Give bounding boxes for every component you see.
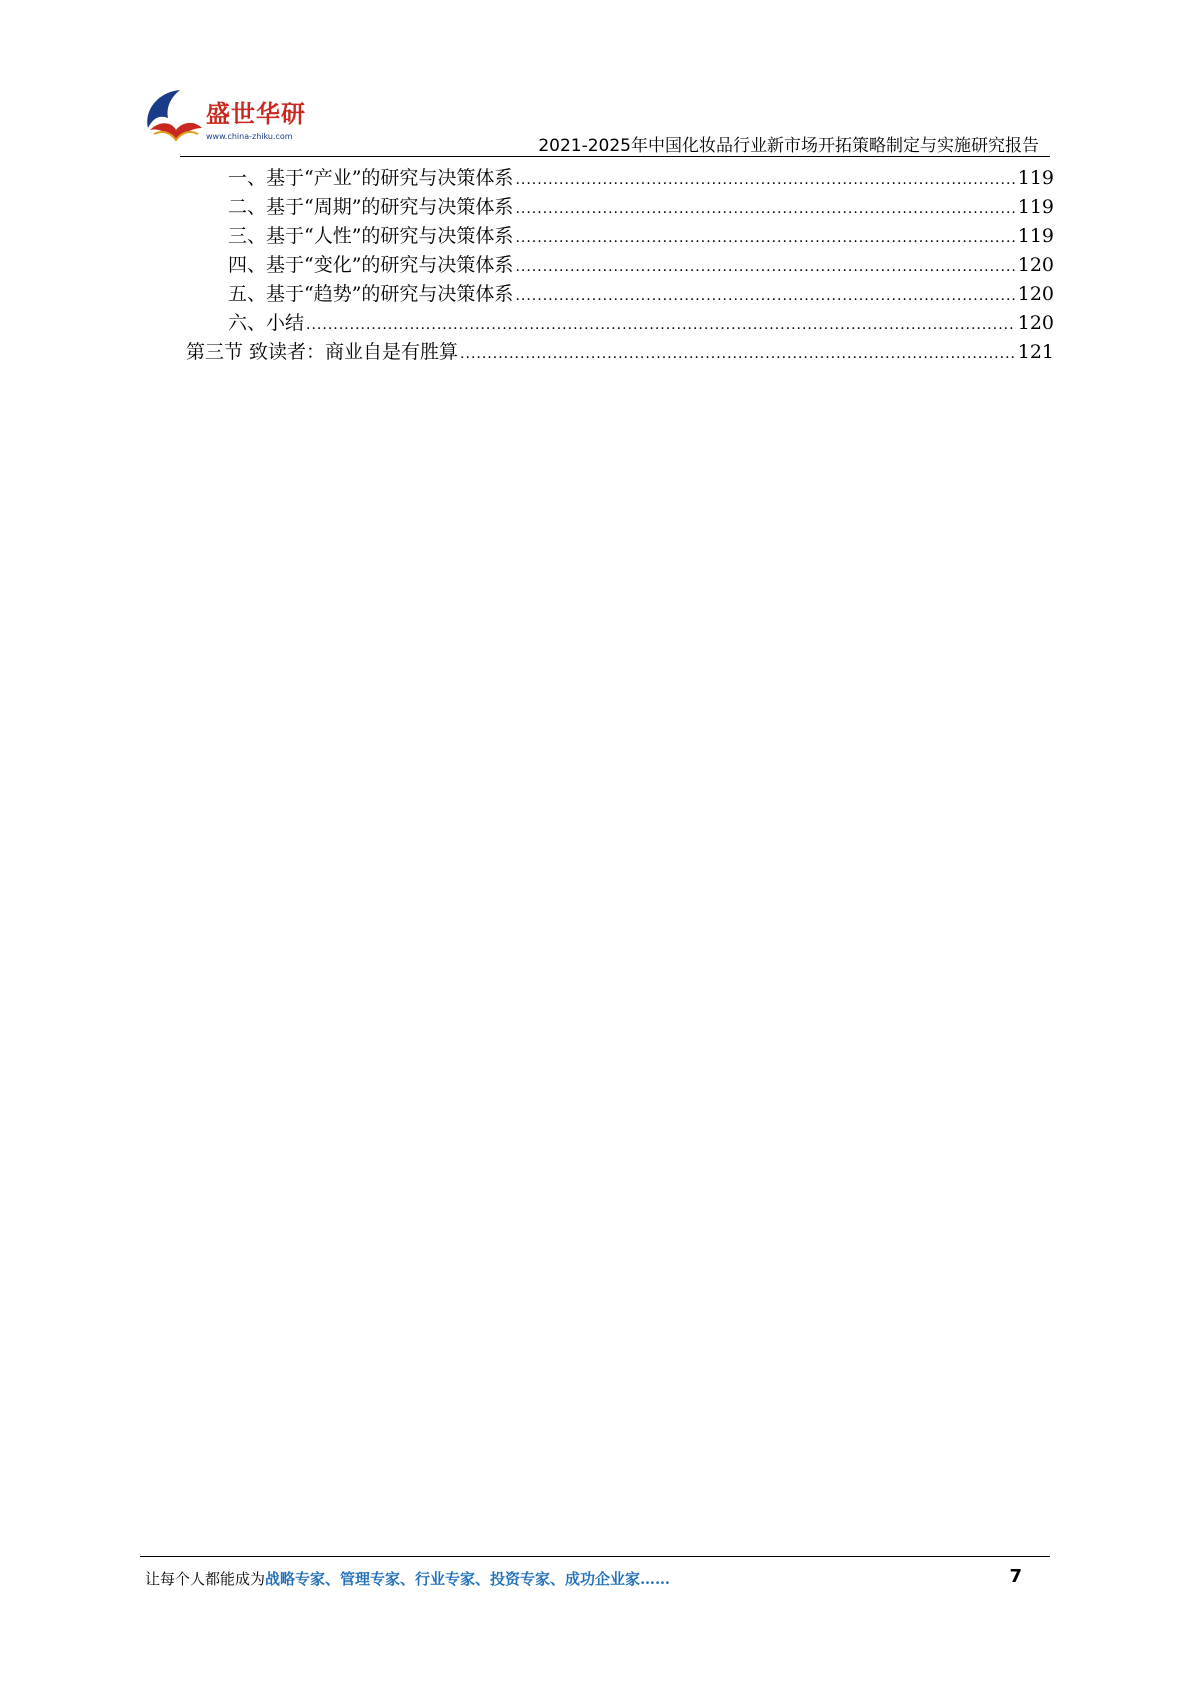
toc-leader-dots: [515, 165, 1015, 195]
toc-leader-dots: [515, 194, 1015, 224]
toc-entry[interactable]: [228, 279, 1054, 309]
toc-leader-dots: [306, 310, 1016, 340]
toc-entry-page: 120: [1017, 283, 1054, 305]
footer-slogan: [145, 1568, 670, 1589]
toc-entry-page: 119: [1017, 167, 1054, 189]
logo-url: www.china-zhiku.com: [206, 132, 293, 141]
toc-entry-label: 二、基于“周期”的研究与决策体系: [228, 196, 514, 218]
toc-entry-page: 121: [1017, 341, 1054, 363]
toc-entry[interactable]: [228, 250, 1054, 280]
toc-leader-dots: [515, 281, 1015, 311]
toc-entry-label: 五、基于“趋势”的研究与决策体系: [228, 283, 514, 305]
toc-entry-label: 四、基于“变化”的研究与决策体系: [228, 254, 514, 276]
company-logo: [140, 84, 320, 150]
toc-leader-dots: [515, 223, 1015, 253]
document-title: 2021-2025年中国化妆品行业新市场开拓策略制定与实施研究报告: [538, 136, 1039, 156]
slogan-lead: 让每个人都能成为: [145, 1570, 266, 1588]
slogan-highlight: 战略专家、管理专家、行业专家、投资专家、成功企业家……: [265, 1570, 671, 1588]
toc-leader-dots: [460, 339, 1016, 369]
toc-entry-label: 一、基于“产业”的研究与决策体系: [228, 167, 514, 189]
toc-entry[interactable]: [228, 163, 1054, 193]
toc-entry[interactable]: [228, 192, 1054, 222]
header-divider: [180, 156, 1050, 157]
toc-entry[interactable]: [186, 337, 1054, 367]
footer-divider: [140, 1556, 1050, 1557]
toc-entry-label: 三、基于“人性”的研究与决策体系: [228, 225, 514, 247]
toc-entry-page: 119: [1017, 225, 1054, 247]
toc-entry-label: 第三节 致读者：商业自是有胜算: [186, 341, 459, 363]
logo-name: 盛世华研: [206, 100, 306, 128]
toc-entry[interactable]: [228, 221, 1054, 251]
toc-entry-page: 120: [1017, 254, 1054, 276]
toc-entry-label: 六、小结: [228, 312, 305, 334]
page-number: 7: [1009, 1566, 1022, 1587]
logo-mark-icon: [140, 84, 206, 150]
toc-entry-page: 119: [1017, 196, 1054, 218]
toc-leader-dots: [515, 252, 1015, 282]
toc-entry-page: 120: [1017, 312, 1054, 334]
toc-entry[interactable]: [228, 308, 1054, 338]
